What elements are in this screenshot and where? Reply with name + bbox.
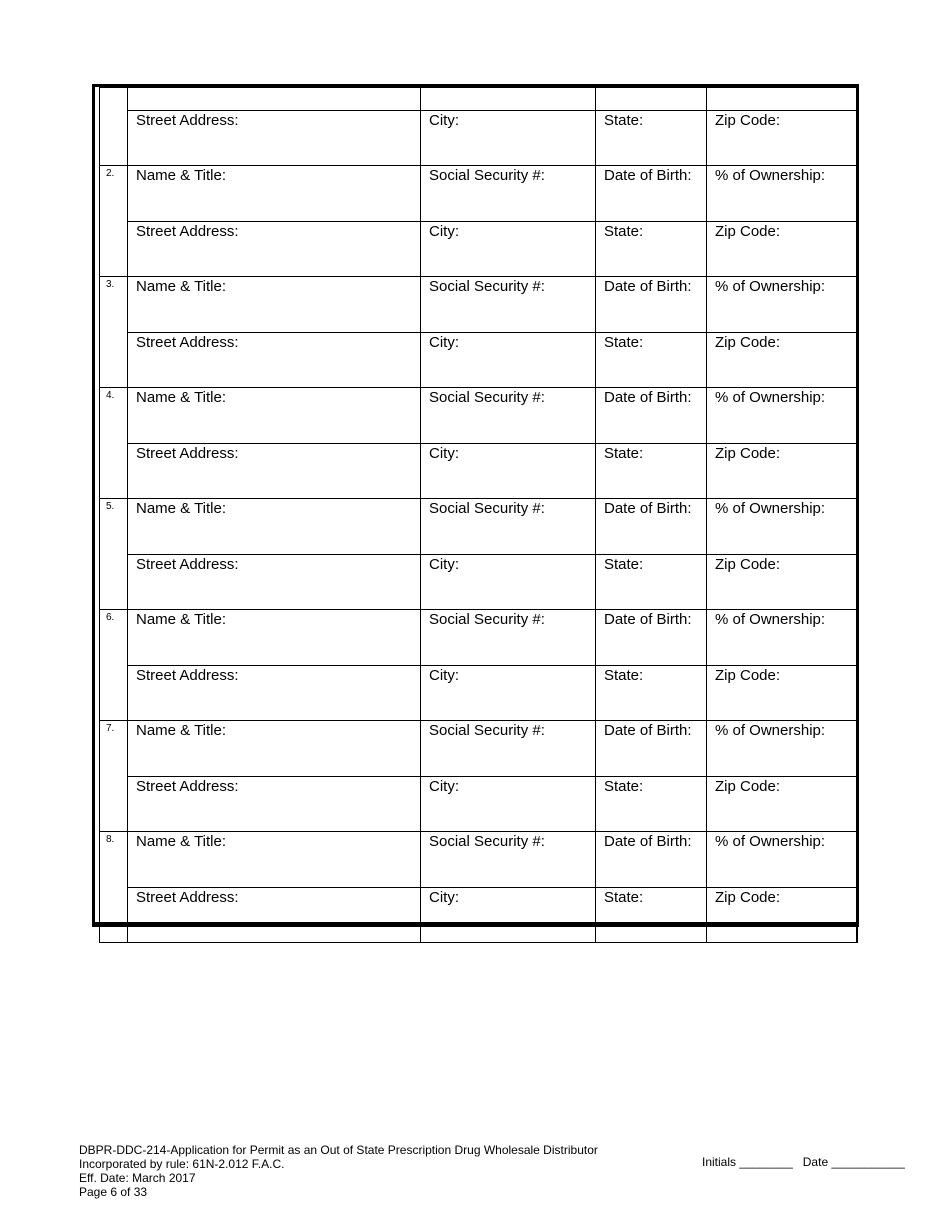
address-row bbox=[100, 221, 857, 277]
number-cell bbox=[100, 554, 128, 610]
street-address-label: Street Address: bbox=[136, 777, 239, 795]
date-field[interactable]: Date ___________ bbox=[802, 1155, 905, 1169]
city-cell[interactable] bbox=[421, 776, 596, 832]
state-label: State: bbox=[604, 444, 644, 462]
social-security-label: Social Security #: bbox=[429, 833, 545, 850]
zip-code-cell[interactable] bbox=[707, 332, 857, 388]
name-title-cell[interactable] bbox=[128, 388, 421, 444]
social-security-cell[interactable] bbox=[421, 610, 596, 666]
zip-code-label: Zip Code: bbox=[715, 666, 781, 684]
social-security-cell[interactable] bbox=[421, 499, 596, 555]
street-address-cell[interactable] bbox=[128, 776, 421, 832]
social-security-label: Social Security #: bbox=[429, 389, 545, 406]
street-address-cell[interactable] bbox=[128, 110, 421, 166]
state-cell[interactable] bbox=[596, 665, 707, 721]
city-label: City: bbox=[429, 777, 459, 795]
ownership-label: % of Ownership: bbox=[715, 500, 826, 517]
state-cell[interactable] bbox=[596, 776, 707, 832]
ownership-cell[interactable] bbox=[707, 388, 857, 444]
person-row bbox=[100, 832, 857, 888]
street-address-cell[interactable] bbox=[128, 665, 421, 721]
state-cell[interactable] bbox=[596, 554, 707, 610]
street-address-cell[interactable] bbox=[128, 554, 421, 610]
zip-code-cell[interactable] bbox=[707, 443, 857, 499]
city-cell[interactable] bbox=[421, 887, 596, 943]
footer-page-number: Page 6 of 33 bbox=[79, 1185, 148, 1199]
date-of-birth-cell[interactable] bbox=[596, 277, 707, 333]
zip-code-label: Zip Code: bbox=[715, 111, 781, 129]
ownership-label: % of Ownership: bbox=[715, 389, 826, 406]
social-security-cell[interactable] bbox=[421, 721, 596, 777]
social-security-label: Social Security #: bbox=[429, 500, 545, 517]
state-cell[interactable] bbox=[596, 332, 707, 388]
zip-code-cell[interactable] bbox=[707, 887, 857, 943]
address-row bbox=[100, 110, 857, 166]
date-of-birth-label: Date of Birth: bbox=[604, 389, 692, 406]
zip-code-cell[interactable] bbox=[707, 110, 857, 166]
date-of-birth-label: Date of Birth: bbox=[604, 611, 692, 628]
city-label: City: bbox=[429, 111, 459, 129]
footer-form-info bbox=[79, 1143, 598, 1199]
footer-rule-reference: Incorporated by rule: 61N-2.012 F.A.C. bbox=[79, 1157, 285, 1171]
zip-code-label: Zip Code: bbox=[715, 444, 781, 462]
name-title-cell[interactable] bbox=[128, 277, 421, 333]
footer-effective-date: Eff. Date: March 2017 bbox=[79, 1171, 196, 1185]
date-of-birth-cell[interactable] bbox=[596, 499, 707, 555]
zip-code-label: Zip Code: bbox=[715, 555, 781, 573]
city-label: City: bbox=[429, 888, 459, 906]
social-security-label: Social Security #: bbox=[429, 611, 545, 628]
entry-number: 4. bbox=[100, 388, 128, 444]
zip-code-cell[interactable] bbox=[707, 221, 857, 277]
number-cell bbox=[100, 443, 128, 499]
ownership-cell[interactable] bbox=[707, 721, 857, 777]
ownership-label: % of Ownership: bbox=[715, 278, 826, 295]
name-title-cell[interactable] bbox=[128, 610, 421, 666]
city-label: City: bbox=[429, 555, 459, 573]
zip-code-cell[interactable] bbox=[707, 665, 857, 721]
person-row bbox=[100, 166, 857, 222]
ownership-label: % of Ownership: bbox=[715, 167, 826, 184]
date-of-birth-label: Date of Birth: bbox=[604, 278, 692, 295]
date-of-birth-cell[interactable] bbox=[596, 721, 707, 777]
street-address-label: Street Address: bbox=[136, 333, 239, 351]
social-security-cell[interactable] bbox=[421, 832, 596, 888]
state-label: State: bbox=[604, 222, 644, 240]
entry-number: 8. bbox=[100, 832, 128, 888]
number-cell bbox=[100, 88, 128, 111]
state-cell[interactable] bbox=[596, 110, 707, 166]
city-cell[interactable] bbox=[421, 443, 596, 499]
state-cell[interactable] bbox=[596, 221, 707, 277]
zip-code-cell[interactable] bbox=[707, 554, 857, 610]
number-cell bbox=[100, 332, 128, 388]
city-label: City: bbox=[429, 444, 459, 462]
ownership-cell[interactable] bbox=[707, 277, 857, 333]
address-row bbox=[100, 332, 857, 388]
person-row bbox=[100, 277, 857, 333]
street-address-label: Street Address: bbox=[136, 888, 239, 906]
social-security-label: Social Security #: bbox=[429, 722, 545, 739]
social-security-cell[interactable] bbox=[421, 166, 596, 222]
date-of-birth-label: Date of Birth: bbox=[604, 833, 692, 850]
zip-code-label: Zip Code: bbox=[715, 888, 781, 906]
footer-form-title: DBPR-DDC-214-Application for Permit as an Out of State Prescription Drug Wholesale Distributor bbox=[79, 1143, 598, 1157]
date-of-birth-label: Date of Birth: bbox=[604, 167, 692, 184]
city-cell[interactable] bbox=[421, 332, 596, 388]
name-title-cell[interactable] bbox=[128, 721, 421, 777]
date-of-birth-cell[interactable] bbox=[596, 388, 707, 444]
address-row bbox=[100, 443, 857, 499]
street-address-cell[interactable] bbox=[128, 887, 421, 943]
city-label: City: bbox=[429, 333, 459, 351]
person-row bbox=[100, 388, 857, 444]
zip-code-label: Zip Code: bbox=[715, 333, 781, 351]
name-title-label: Name & Title: bbox=[136, 722, 227, 739]
entry-number: 2. bbox=[100, 166, 128, 222]
entry-number: 3. bbox=[100, 277, 128, 333]
name-title-label: Name & Title: bbox=[136, 278, 227, 295]
table-cell bbox=[707, 88, 857, 111]
name-title-cell[interactable] bbox=[128, 499, 421, 555]
city-cell[interactable] bbox=[421, 554, 596, 610]
street-address-label: Street Address: bbox=[136, 444, 239, 462]
date-of-birth-label: Date of Birth: bbox=[604, 500, 692, 517]
number-cell bbox=[100, 221, 128, 277]
person-row bbox=[100, 499, 857, 555]
name-title-cell[interactable] bbox=[128, 166, 421, 222]
social-security-cell[interactable] bbox=[421, 277, 596, 333]
date-of-birth-cell[interactable] bbox=[596, 166, 707, 222]
zip-code-label: Zip Code: bbox=[715, 777, 781, 795]
footer-signoff bbox=[702, 1155, 905, 1169]
number-cell bbox=[100, 110, 128, 166]
name-title-cell[interactable] bbox=[128, 832, 421, 888]
entries-body bbox=[100, 166, 857, 943]
city-cell[interactable] bbox=[421, 221, 596, 277]
number-cell bbox=[100, 776, 128, 832]
state-cell[interactable] bbox=[596, 443, 707, 499]
name-title-label: Name & Title: bbox=[136, 500, 227, 517]
date-of-birth-cell[interactable] bbox=[596, 610, 707, 666]
zip-code-label: Zip Code: bbox=[715, 222, 781, 240]
date-of-birth-label: Date of Birth: bbox=[604, 722, 692, 739]
ownership-label: % of Ownership: bbox=[715, 722, 826, 739]
initials-field[interactable]: Initials ________ bbox=[702, 1155, 793, 1169]
street-address-label: Street Address: bbox=[136, 555, 239, 573]
street-address-label: Street Address: bbox=[136, 111, 239, 129]
date-of-birth-cell[interactable] bbox=[596, 832, 707, 888]
state-label: State: bbox=[604, 666, 644, 684]
state-label: State: bbox=[604, 888, 644, 906]
name-title-label: Name & Title: bbox=[136, 167, 227, 184]
person-row bbox=[100, 610, 857, 666]
street-address-cell[interactable] bbox=[128, 332, 421, 388]
number-cell bbox=[100, 665, 128, 721]
name-title-label: Name & Title: bbox=[136, 833, 227, 850]
street-address-cell[interactable] bbox=[128, 221, 421, 277]
table-cell bbox=[421, 88, 596, 111]
ownership-label: % of Ownership: bbox=[715, 611, 826, 628]
street-address-label: Street Address: bbox=[136, 222, 239, 240]
social-security-label: Social Security #: bbox=[429, 167, 545, 184]
address-row bbox=[100, 554, 857, 610]
table-cell bbox=[596, 88, 707, 111]
owners-table bbox=[99, 87, 858, 943]
ownership-cell[interactable] bbox=[707, 610, 857, 666]
street-address-label: Street Address: bbox=[136, 666, 239, 684]
address-row bbox=[100, 776, 857, 832]
table-cell bbox=[128, 88, 421, 111]
ownership-cell[interactable] bbox=[707, 499, 857, 555]
name-title-label: Name & Title: bbox=[136, 611, 227, 628]
state-cell[interactable] bbox=[596, 887, 707, 943]
address-row bbox=[100, 887, 857, 943]
number-cell bbox=[100, 887, 128, 943]
entry-number: 5. bbox=[100, 499, 128, 555]
state-label: State: bbox=[604, 333, 644, 351]
state-label: State: bbox=[604, 111, 644, 129]
city-label: City: bbox=[429, 666, 459, 684]
address-row bbox=[100, 665, 857, 721]
city-cell[interactable] bbox=[421, 665, 596, 721]
person-row bbox=[100, 721, 857, 777]
entry-number: 6. bbox=[100, 610, 128, 666]
name-title-label: Name & Title: bbox=[136, 389, 227, 406]
owners-form-frame bbox=[92, 84, 859, 927]
social-security-label: Social Security #: bbox=[429, 278, 545, 295]
zip-code-cell[interactable] bbox=[707, 776, 857, 832]
social-security-cell[interactable] bbox=[421, 388, 596, 444]
city-cell[interactable] bbox=[421, 110, 596, 166]
ownership-cell[interactable] bbox=[707, 832, 857, 888]
ownership-label: % of Ownership: bbox=[715, 833, 826, 850]
table-top-strip bbox=[100, 88, 857, 111]
street-address-cell[interactable] bbox=[128, 443, 421, 499]
entry-number: 7. bbox=[100, 721, 128, 777]
ownership-cell[interactable] bbox=[707, 166, 857, 222]
state-label: State: bbox=[604, 555, 644, 573]
city-label: City: bbox=[429, 222, 459, 240]
state-label: State: bbox=[604, 777, 644, 795]
